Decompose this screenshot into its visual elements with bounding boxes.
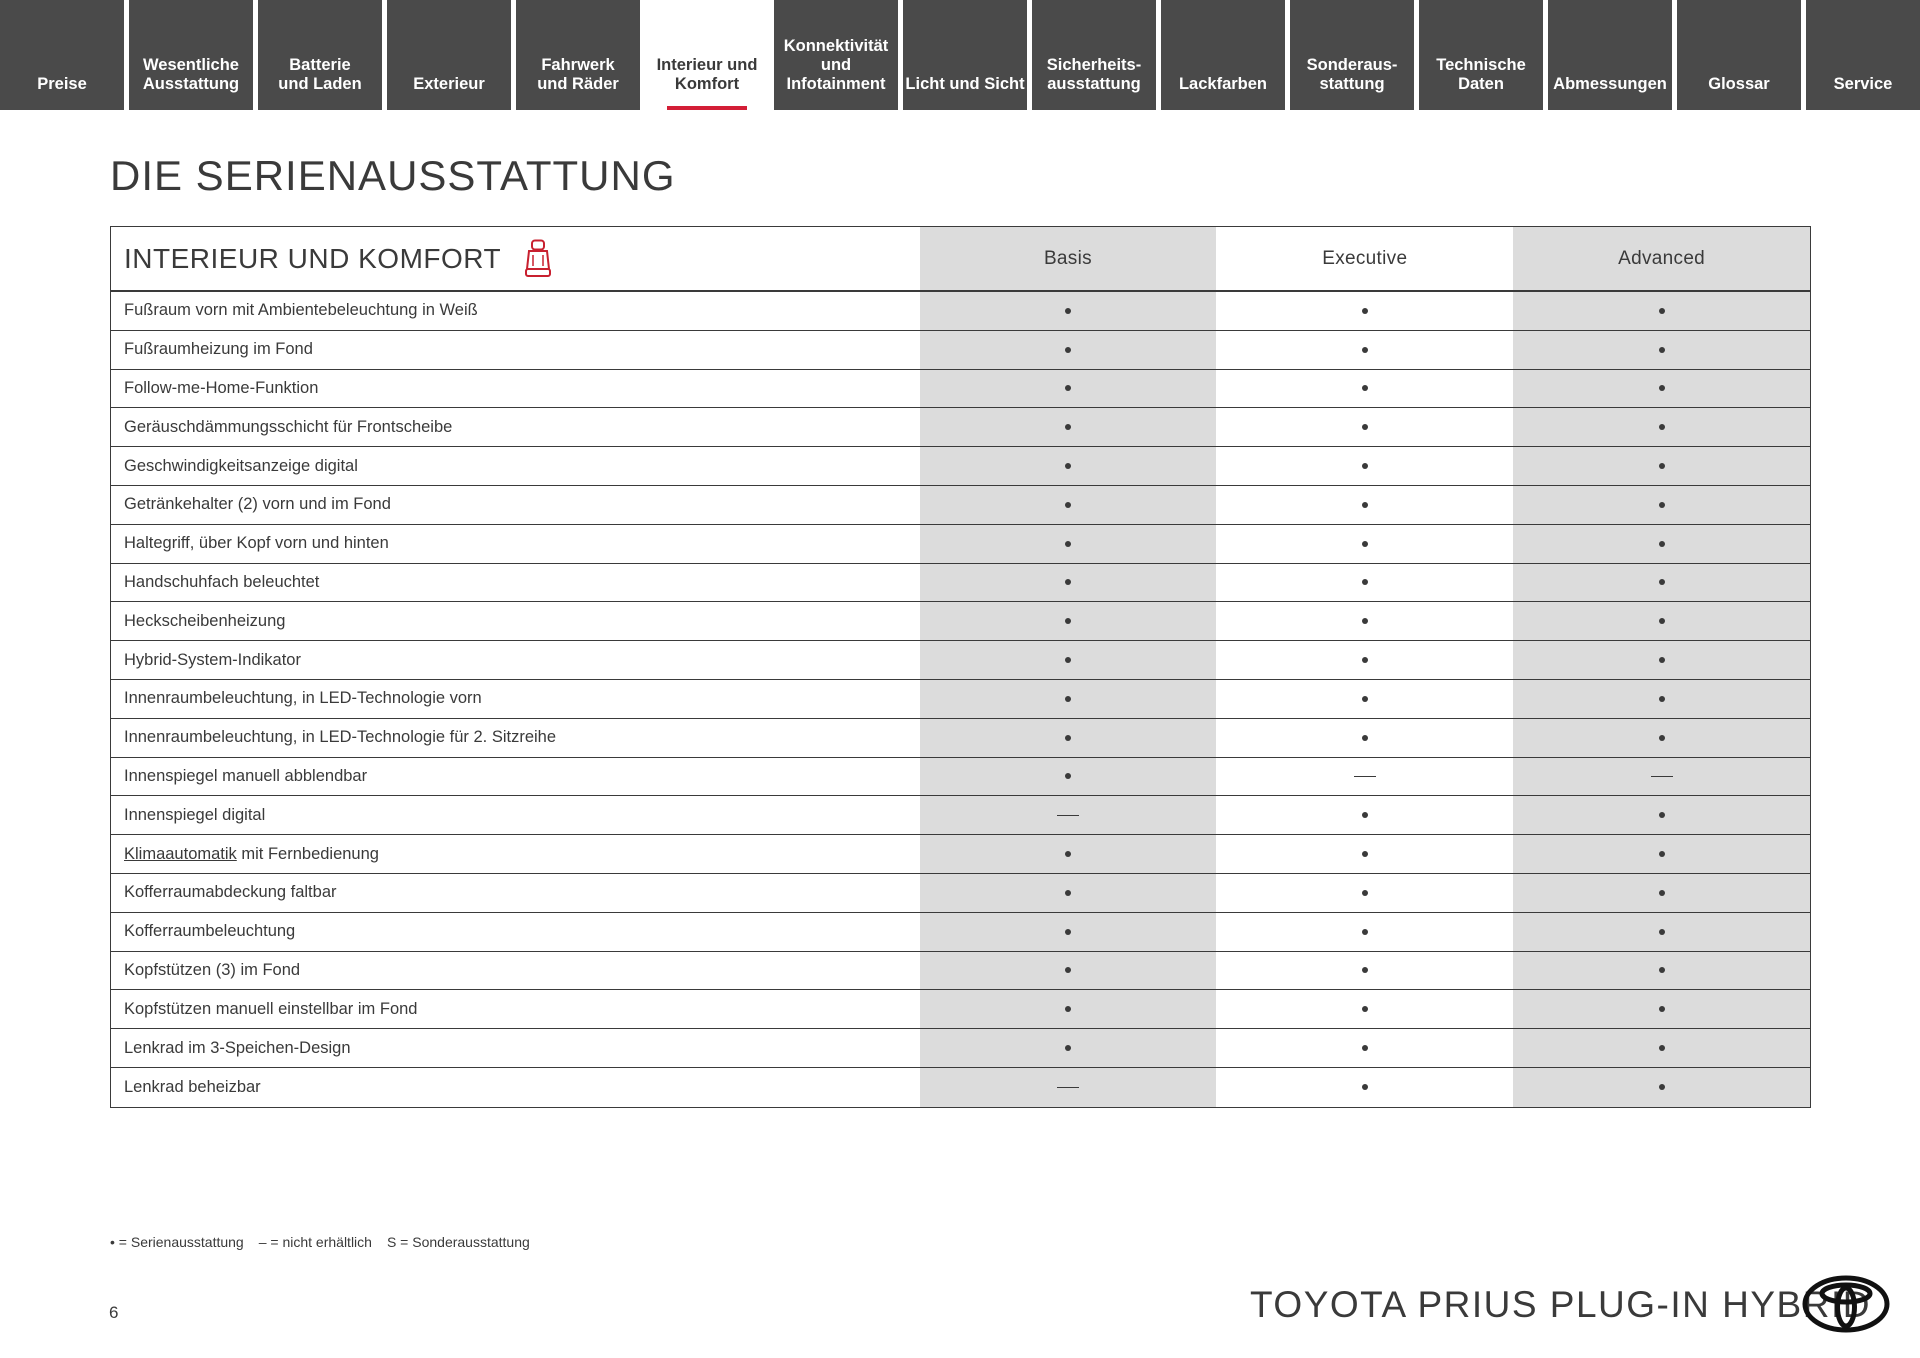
standard-dot	[1065, 851, 1071, 857]
availability-cell-advanced	[1513, 874, 1810, 912]
availability-cell-basis	[920, 680, 1217, 718]
availability-cell-executive	[1216, 525, 1513, 563]
standard-dot	[1659, 657, 1665, 663]
availability-cell-basis	[920, 758, 1217, 796]
tab-label: Sonderaus- stattung	[1306, 56, 1398, 93]
feature-label: Fußraumheizung im Fond	[124, 340, 313, 359]
standard-dot	[1362, 424, 1368, 430]
availability-cell-advanced	[1513, 486, 1810, 524]
brand-name: TOYOTA PRIUS PLUG-IN HYBRID	[1250, 1284, 1871, 1325]
availability-cell-executive	[1216, 1068, 1513, 1107]
availability-cell-basis	[920, 564, 1217, 602]
tab-fahrwerk-und-räder[interactable]	[516, 0, 640, 110]
tab-licht-und-sicht[interactable]	[903, 0, 1027, 110]
feature-label: Follow-me-Home-Funktion	[124, 378, 319, 397]
availability-cell-basis	[920, 602, 1217, 640]
tab-lackfarben[interactable]	[1161, 0, 1285, 110]
standard-dot	[1065, 773, 1071, 779]
tab-batterie-und-laden[interactable]	[258, 0, 382, 110]
availability-cell-advanced	[1513, 796, 1810, 834]
tab-interieur-und-komfort[interactable]	[645, 0, 769, 110]
availability-cell-basis	[920, 835, 1217, 873]
feature-label: Fußraum vorn mit Ambientebeleuchtung in Weiß	[124, 301, 478, 320]
equipment-table	[110, 226, 1811, 1108]
availability-cell-basis	[920, 408, 1217, 446]
standard-dot	[1362, 657, 1368, 663]
table-row	[111, 370, 1810, 409]
tab-wesentliche-ausstattung[interactable]	[129, 0, 253, 110]
availability-cell-basis	[920, 990, 1217, 1028]
standard-dot	[1065, 618, 1071, 624]
standard-dot	[1362, 347, 1368, 353]
availability-cell-advanced	[1513, 990, 1810, 1028]
table-row	[111, 913, 1810, 952]
standard-dot	[1659, 851, 1665, 857]
not-available-dash	[1651, 776, 1673, 778]
standard-dot	[1362, 1045, 1368, 1051]
table-row	[111, 719, 1810, 758]
standard-dot	[1362, 735, 1368, 741]
table-row	[111, 447, 1810, 486]
standard-dot	[1659, 1006, 1665, 1012]
feature-label	[111, 835, 920, 873]
not-available-dash	[1354, 776, 1376, 778]
tab-label: Sicherheits- ausstattung	[1046, 56, 1142, 93]
section-title: INTERIEUR UND KOMFORT	[124, 242, 502, 274]
availability-cell-basis	[920, 331, 1217, 369]
standard-dot	[1065, 890, 1071, 896]
table-row	[111, 331, 1810, 370]
standard-dot	[1065, 463, 1071, 469]
table-row	[111, 874, 1810, 913]
tab-technische-daten[interactable]	[1419, 0, 1543, 110]
table-row	[111, 641, 1810, 680]
standard-dot	[1659, 696, 1665, 702]
table-row	[111, 525, 1810, 564]
table-header	[111, 227, 1810, 292]
availability-cell-executive	[1216, 408, 1513, 446]
availability-cell-advanced	[1513, 719, 1810, 757]
tab-label: Technische Daten	[1436, 56, 1526, 93]
standard-dot	[1659, 967, 1665, 973]
standard-dot	[1659, 1084, 1665, 1090]
standard-dot	[1065, 929, 1071, 935]
standard-dot	[1065, 1045, 1071, 1051]
table-row	[111, 1068, 1810, 1107]
availability-cell-advanced	[1513, 641, 1810, 679]
standard-dot	[1065, 541, 1071, 547]
standard-dot	[1362, 890, 1368, 896]
tab-label: Service	[1833, 75, 1893, 93]
availability-cell-basis	[920, 525, 1217, 563]
availability-cell-executive	[1216, 913, 1513, 951]
availability-cell-basis	[920, 292, 1217, 330]
standard-dot	[1065, 1006, 1071, 1012]
standard-dot	[1065, 308, 1071, 314]
standard-dot	[1362, 463, 1368, 469]
feature-label: Getränkehalter (2) vorn und im Fond	[124, 495, 391, 514]
availability-cell-executive	[1216, 719, 1513, 757]
availability-cell-basis	[920, 874, 1217, 912]
feature-label: Kofferraumabdeckung faltbar	[124, 883, 337, 902]
availability-cell-executive	[1216, 641, 1513, 679]
standard-dot	[1065, 696, 1071, 702]
tab-glossar[interactable]	[1677, 0, 1801, 110]
tab-sonderaus-stattung[interactable]	[1290, 0, 1414, 110]
availability-cell-executive	[1216, 1029, 1513, 1067]
availability-cell-advanced	[1513, 758, 1810, 796]
availability-cell-basis	[920, 1068, 1217, 1107]
standard-dot	[1065, 424, 1071, 430]
tab-exterieur[interactable]	[387, 0, 511, 110]
availability-cell-executive	[1216, 564, 1513, 602]
feature-label-rest: mit Fernbedienung	[236, 844, 379, 863]
table-row	[111, 835, 1810, 874]
standard-dot	[1659, 541, 1665, 547]
legend-not-available: – = nicht erhältlich	[258, 1234, 372, 1250]
car-seat-icon	[523, 239, 553, 279]
feature-label: Innenspiegel manuell abblendbar	[124, 766, 368, 785]
table-body	[111, 292, 1810, 1107]
tab-label: Licht und Sicht	[905, 75, 1025, 93]
feature-label: Lenkrad beheizbar	[124, 1077, 261, 1096]
availability-cell-basis	[920, 370, 1217, 408]
standard-dot	[1659, 618, 1665, 624]
availability-cell-advanced	[1513, 1029, 1810, 1067]
legend-optional: S = Sonderausstattung	[386, 1234, 530, 1250]
availability-cell-basis	[920, 719, 1217, 757]
tab-label: Batterie und Laden	[278, 56, 362, 93]
availability-cell-executive	[1216, 680, 1513, 718]
legend	[110, 1234, 530, 1250]
availability-cell-advanced	[1513, 1068, 1810, 1107]
availability-cell-advanced	[1513, 331, 1810, 369]
availability-cell-executive	[1216, 447, 1513, 485]
availability-cell-advanced	[1513, 447, 1810, 485]
standard-dot	[1065, 967, 1071, 973]
availability-cell-advanced	[1513, 952, 1810, 990]
standard-dot	[1362, 696, 1368, 702]
availability-cell-advanced	[1513, 680, 1810, 718]
tab-label: Glossar	[1708, 75, 1770, 93]
table-row	[111, 990, 1810, 1029]
availability-cell-executive	[1216, 292, 1513, 330]
availability-cell-executive	[1216, 835, 1513, 873]
availability-cell-executive	[1216, 758, 1513, 796]
feature-label: Haltegriff, über Kopf vorn und hinten	[124, 534, 389, 553]
not-available-dash	[1057, 1087, 1079, 1089]
tab-label: Fahrwerk und Räder	[537, 56, 619, 93]
section-tab-bar	[0, 0, 1920, 110]
availability-cell-executive	[1216, 990, 1513, 1028]
availability-cell-basis	[920, 913, 1217, 951]
column-header-executive: Executive	[1322, 247, 1408, 269]
table-row	[111, 564, 1810, 603]
availability-cell-advanced	[1513, 408, 1810, 446]
tab-service[interactable]	[1806, 0, 1920, 110]
feature-label: Hybrid-System-Indikator	[124, 650, 301, 669]
feature-label: Innenraumbeleuchtung, in LED-Technologie vorn	[124, 689, 482, 708]
toyota-logo	[1802, 1275, 1890, 1333]
availability-cell-executive	[1216, 602, 1513, 640]
feature-label: Kofferraumbeleuchtung	[124, 922, 296, 941]
standard-dot	[1659, 385, 1665, 391]
standard-dot	[1362, 618, 1368, 624]
table-row	[111, 486, 1810, 525]
page-number: 6	[109, 1303, 119, 1322]
section-title-cell	[111, 227, 920, 290]
availability-cell-advanced	[1513, 602, 1810, 640]
table-row	[111, 602, 1810, 641]
availability-cell-executive	[1216, 874, 1513, 912]
feature-label: Geschwindigkeitsanzeige digital	[124, 456, 358, 475]
standard-dot	[1659, 308, 1665, 314]
standard-dot	[1659, 890, 1665, 896]
standard-dot	[1065, 579, 1071, 585]
standard-dot	[1362, 385, 1368, 391]
column-header-advanced: Advanced	[1513, 227, 1810, 290]
availability-cell-executive	[1216, 796, 1513, 834]
standard-dot	[1362, 1006, 1368, 1012]
availability-cell-executive	[1216, 486, 1513, 524]
standard-dot	[1362, 1084, 1368, 1090]
standard-dot	[1362, 929, 1368, 935]
feature-label: Kopfstützen manuell einstellbar im Fond	[124, 999, 418, 1018]
standard-dot	[1659, 735, 1665, 741]
availability-cell-executive	[1216, 370, 1513, 408]
table-row	[111, 796, 1810, 835]
legend-standard: • = Serienausstattung	[110, 1234, 244, 1250]
standard-dot	[1065, 385, 1071, 391]
standard-dot	[1065, 735, 1071, 741]
tab-label: Wesentliche Ausstattung	[142, 56, 240, 93]
availability-cell-basis	[920, 641, 1217, 679]
availability-cell-advanced	[1513, 835, 1810, 873]
standard-dot	[1659, 929, 1665, 935]
standard-dot	[1659, 424, 1665, 430]
tab-label: Interieur und Komfort	[656, 56, 758, 93]
glossary-link[interactable]: Klimaautomatik	[124, 844, 237, 863]
standard-dot	[1065, 657, 1071, 663]
table-row	[111, 952, 1810, 991]
column-header-basis: Basis	[920, 227, 1217, 290]
standard-dot	[1362, 308, 1368, 314]
availability-cell-basis	[920, 447, 1217, 485]
standard-dot	[1362, 541, 1368, 547]
standard-dot	[1362, 812, 1368, 818]
tab-sicherheits-ausstattung[interactable]	[1032, 0, 1156, 110]
feature-label: Innenraumbeleuchtung, in LED-Technologie für 2. Sitzreihe	[124, 728, 557, 747]
feature-label: Innenspiegel digital	[124, 805, 266, 824]
standard-dot	[1362, 851, 1368, 857]
availability-cell-advanced	[1513, 525, 1810, 563]
table-row	[111, 1029, 1810, 1068]
tab-abmessungen[interactable]	[1548, 0, 1672, 110]
standard-dot	[1362, 502, 1368, 508]
availability-cell-advanced	[1513, 564, 1810, 602]
availability-cell-basis	[920, 486, 1217, 524]
page-title: DIE SERIENAUSSTATTUNG	[110, 152, 676, 199]
tab-label: Lackfarben	[1178, 75, 1268, 93]
standard-dot	[1065, 347, 1071, 353]
tab-label: Exterieur	[413, 75, 485, 93]
availability-cell-basis	[920, 796, 1217, 834]
feature-label: Lenkrad im 3-Speichen-Design	[124, 1038, 351, 1057]
availability-cell-advanced	[1513, 913, 1810, 951]
standard-dot	[1659, 812, 1665, 818]
feature-label: Heckscheibenheizung	[124, 611, 286, 630]
feature-label: Geräuschdämmungsschicht für Frontscheibe	[124, 417, 453, 436]
standard-dot	[1065, 502, 1071, 508]
standard-dot	[1659, 347, 1665, 353]
feature-label: Handschuhfach beleuchtet	[124, 572, 320, 591]
table-row	[111, 408, 1810, 447]
tab-konnektivität-und-infotainment[interactable]	[774, 0, 898, 110]
standard-dot	[1659, 502, 1665, 508]
standard-dot	[1659, 579, 1665, 585]
standard-dot	[1362, 579, 1368, 585]
tab-preise[interactable]	[0, 0, 124, 110]
tab-label: Preise	[37, 75, 87, 93]
table-row	[111, 680, 1810, 719]
table-row	[111, 292, 1810, 331]
availability-cell-basis	[920, 1029, 1217, 1067]
availability-cell-basis	[920, 952, 1217, 990]
standard-dot	[1659, 1045, 1665, 1051]
availability-cell-executive	[1216, 331, 1513, 369]
table-row	[111, 758, 1810, 797]
availability-cell-advanced	[1513, 292, 1810, 330]
standard-dot	[1362, 967, 1368, 973]
not-available-dash	[1057, 815, 1079, 817]
tab-label: Abmessungen	[1553, 75, 1667, 93]
availability-cell-executive	[1216, 952, 1513, 990]
standard-dot	[1659, 463, 1665, 469]
availability-cell-advanced	[1513, 370, 1810, 408]
feature-label: Kopfstützen (3) im Fond	[124, 960, 301, 979]
tab-label: Konnektivität und Infotainment	[783, 37, 889, 93]
